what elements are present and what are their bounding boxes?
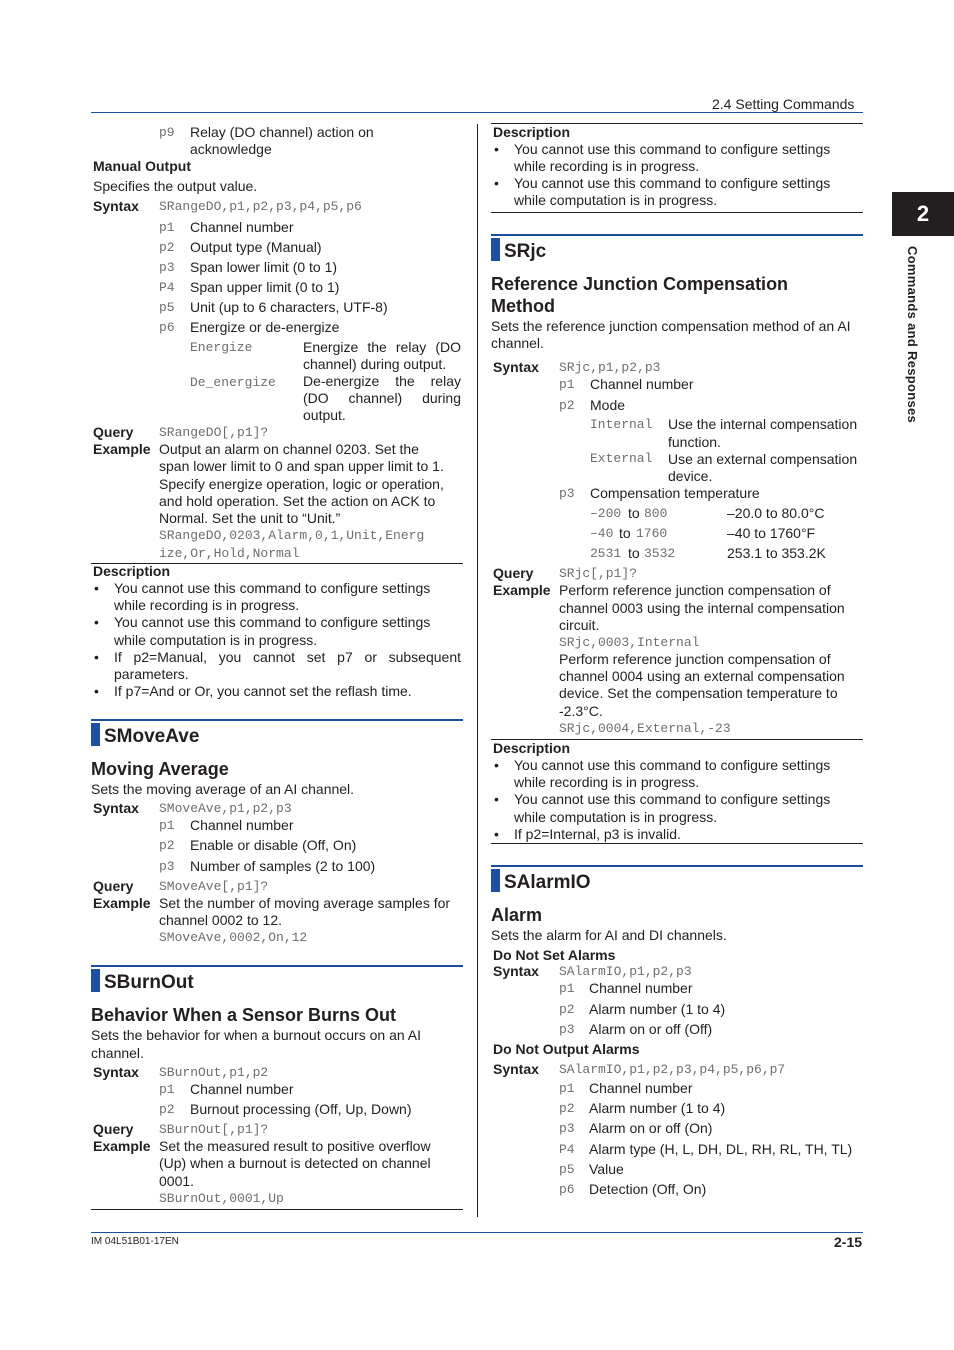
example-text: Perform reference junction compensation of bbox=[559, 582, 831, 598]
range-text: 253.1 to 353.2K bbox=[727, 545, 826, 561]
description-text: channel. bbox=[491, 335, 544, 351]
param-text: Energize or de-energize bbox=[190, 319, 340, 335]
example-text: and hold operation. Set the action on ACK to bbox=[159, 493, 436, 509]
bullet: • bbox=[94, 649, 99, 665]
param-code: p1 bbox=[559, 377, 575, 392]
command-heading-sburnout: SBurnOut bbox=[104, 972, 194, 993]
param-text: Channel number bbox=[190, 817, 294, 833]
description-item: while computation is in progress. bbox=[114, 632, 318, 648]
command-heading-smoveave: SMoveAve bbox=[104, 726, 200, 747]
description-text: Specifies the output value. bbox=[93, 178, 258, 194]
example-code: SRjc,0003,Internal bbox=[559, 635, 700, 650]
example-text: Specify energize operation, logic or operation, bbox=[159, 476, 444, 492]
running-header: 2.4 Setting Commands bbox=[712, 96, 855, 112]
description-item: while computation is in progress. bbox=[514, 809, 718, 825]
example-text: channel 0003 using the internal compensation bbox=[559, 600, 845, 616]
subheading: Do Not Set Alarms bbox=[493, 947, 616, 963]
param-text: Mode bbox=[590, 397, 626, 413]
syntax-label: Syntax bbox=[93, 1064, 139, 1080]
command-heading-srjc: SRjc bbox=[504, 241, 547, 262]
param-text: Channel number bbox=[190, 1081, 294, 1097]
param-code: p9 bbox=[159, 125, 175, 140]
section-marker bbox=[91, 969, 100, 992]
example-code: SMoveAve,0002,On,12 bbox=[159, 930, 308, 945]
bullet: • bbox=[94, 614, 99, 630]
syntax-label: Syntax bbox=[93, 198, 139, 214]
example-text: (Up) when a burnout is detected on channel bbox=[159, 1155, 431, 1171]
bullet: • bbox=[494, 757, 499, 773]
param-code: p3 bbox=[559, 486, 575, 501]
example-code: SRjc,0004,External,-23 bbox=[559, 721, 731, 736]
chapter-tab: 2 bbox=[892, 192, 954, 236]
range-high: 3532 bbox=[644, 546, 676, 561]
syntax-label: Syntax bbox=[493, 963, 539, 979]
description-text: channel. bbox=[91, 1045, 144, 1061]
syntax-code: SRangeDO,p1,p2,p3,p4,p5,p6 bbox=[159, 199, 362, 214]
option-text: output. bbox=[303, 407, 346, 423]
param-code: p3 bbox=[559, 1022, 575, 1037]
section-rule bbox=[91, 965, 463, 967]
param-text: Alarm number (1 to 4) bbox=[589, 1100, 726, 1116]
rule bbox=[91, 1209, 463, 1210]
range-high: 1760 bbox=[636, 526, 668, 541]
example-label: Example bbox=[493, 582, 551, 598]
query-label: Query bbox=[493, 565, 534, 581]
option-code: External bbox=[590, 451, 653, 466]
option-text: Energize the relay (DO bbox=[303, 339, 461, 355]
param-text: Unit (up to 6 characters, UTF-8) bbox=[190, 299, 388, 315]
section-rule bbox=[91, 719, 463, 721]
option-code: Energize bbox=[190, 340, 253, 355]
param-text: acknowledge bbox=[190, 141, 272, 157]
section-title: Moving Average bbox=[91, 759, 229, 779]
param-text: Alarm number (1 to 4) bbox=[589, 1001, 726, 1017]
param-text: Channel number bbox=[190, 219, 294, 235]
query-code: SMoveAve[,p1]? bbox=[159, 879, 269, 894]
param-text: Burnout processing (Off, Up, Down) bbox=[190, 1101, 412, 1117]
example-text: device. Set the compensation temperature to bbox=[559, 685, 838, 701]
syntax-code: SMoveAve,p1,p2,p3 bbox=[159, 801, 292, 816]
option-text: Use an external compensation bbox=[668, 451, 858, 467]
option-text: Use the internal compensation bbox=[668, 416, 858, 432]
section-title: Alarm bbox=[491, 905, 543, 925]
option-text: function. bbox=[668, 434, 721, 450]
example-code: ize,Or,Hold,Normal bbox=[159, 546, 300, 561]
query-label: Query bbox=[93, 878, 134, 894]
bullet: • bbox=[494, 141, 499, 157]
example-label: Example bbox=[93, 1138, 151, 1154]
range-low: –200 bbox=[590, 506, 622, 521]
param-text: Span lower limit (0 to 1) bbox=[190, 259, 338, 275]
syntax-code: SAlarmIO,p1,p2,p3 bbox=[559, 964, 692, 979]
param-code: p2 bbox=[559, 1101, 575, 1116]
param-code: p3 bbox=[159, 859, 175, 874]
example-text: circuit. bbox=[559, 617, 600, 633]
example-text: Perform reference junction compensation of bbox=[559, 651, 831, 667]
query-label: Query bbox=[93, 424, 134, 440]
example-text: Set the measured result to positive overflow bbox=[159, 1138, 431, 1154]
query-code: SBurnOut[,p1]? bbox=[159, 1122, 269, 1137]
param-text: Compensation temperature bbox=[590, 485, 760, 501]
param-code: p5 bbox=[559, 1162, 575, 1177]
example-text: Output an alarm on channel 0203. Set the bbox=[159, 441, 419, 457]
description-item: If p2=Manual, you cannot set p7 or subsequent bbox=[114, 649, 461, 665]
chapter-title: Commands and Responses bbox=[905, 246, 920, 424]
param-code: p6 bbox=[159, 320, 175, 335]
description-text: Sets the behavior for when a burnout occurs on an AI bbox=[91, 1027, 421, 1043]
param-code: p6 bbox=[559, 1182, 575, 1197]
footer-rule bbox=[91, 1232, 863, 1233]
param-text: Span upper limit (0 to 1) bbox=[190, 279, 340, 295]
bullet: • bbox=[94, 580, 99, 596]
description-item: You cannot use this command to configure settings bbox=[114, 580, 431, 596]
section-marker bbox=[491, 238, 500, 261]
description-item: If p7=And or Or, you cannot set the reflash time. bbox=[114, 683, 412, 699]
param-text: Detection (Off, On) bbox=[589, 1181, 707, 1197]
param-text: Enable or disable (Off, On) bbox=[190, 837, 357, 853]
param-code: P4 bbox=[559, 1142, 575, 1157]
section-rule bbox=[491, 234, 863, 236]
section-title: Behavior When a Sensor Burns Out bbox=[91, 1005, 397, 1025]
param-code: p2 bbox=[159, 1102, 175, 1117]
param-code: p2 bbox=[159, 240, 175, 255]
description-item: while computation is in progress. bbox=[514, 192, 718, 208]
example-text: Set the number of moving average samples for bbox=[159, 895, 451, 911]
document-id: IM 04L51B01-17EN bbox=[91, 1236, 179, 1247]
range-low: 2531 bbox=[590, 546, 622, 561]
param-text: Channel number bbox=[590, 376, 694, 392]
param-code: p3 bbox=[559, 1121, 575, 1136]
range-to: to bbox=[619, 525, 631, 541]
param-code: p1 bbox=[159, 818, 175, 833]
description-item: while recording is in progress. bbox=[514, 774, 700, 790]
param-code: p2 bbox=[559, 398, 575, 413]
example-code: SRangeDO,0203,Alarm,0,1,Unit,Energ bbox=[159, 528, 425, 543]
command-heading-salarmio: SAlarmIO bbox=[504, 872, 591, 893]
param-text: Channel number bbox=[589, 980, 693, 996]
range-low: –40 bbox=[590, 526, 614, 541]
description-text: Sets the reference junction compensation method of an AI bbox=[491, 318, 851, 334]
option-text: (DO channel) during bbox=[303, 390, 461, 406]
syntax-code: SAlarmIO,p1,p2,p3,p4,p5,p6,p7 bbox=[559, 1062, 786, 1077]
description-label: Description bbox=[493, 124, 571, 140]
section-title: Method bbox=[491, 296, 555, 316]
subheading: Do Not Output Alarms bbox=[493, 1041, 640, 1057]
param-text: Alarm type (H, L, DH, DL, RH, RL, TH, TL) bbox=[589, 1141, 853, 1157]
section-marker bbox=[491, 869, 500, 892]
example-text: -2.3°C. bbox=[559, 703, 603, 719]
description-item: If p2=Internal, p3 is invalid. bbox=[514, 826, 681, 842]
description-label: Description bbox=[493, 740, 571, 756]
option-text: De-energize the relay bbox=[303, 373, 461, 389]
column-divider bbox=[477, 124, 478, 1217]
query-code: SRjc[,p1]? bbox=[559, 566, 638, 581]
syntax-code: SRjc,p1,p2,p3 bbox=[559, 360, 661, 375]
description-item: parameters. bbox=[114, 666, 189, 682]
example-text: 0001. bbox=[159, 1173, 195, 1189]
bullet: • bbox=[494, 791, 499, 807]
param-code: p1 bbox=[159, 220, 175, 235]
option-code: Internal bbox=[590, 417, 653, 432]
description-label: Description bbox=[93, 563, 171, 579]
section-title: Reference Junction Compensation bbox=[491, 274, 789, 294]
description-item: You cannot use this command to configure settings bbox=[514, 791, 831, 807]
description-item: You cannot use this command to configure settings bbox=[514, 757, 831, 773]
option-text: channel) during output. bbox=[303, 356, 447, 372]
header-rule bbox=[91, 112, 863, 113]
syntax-code: SBurnOut,p1,p2 bbox=[159, 1065, 269, 1080]
bullet: • bbox=[494, 175, 499, 191]
description-item: while recording is in progress. bbox=[114, 597, 300, 613]
description-text: Sets the moving average of an AI channel. bbox=[91, 781, 355, 797]
example-text: channel 0004 using an external compensation bbox=[559, 668, 845, 684]
range-to: to bbox=[628, 545, 640, 561]
param-text: Value bbox=[589, 1161, 624, 1177]
param-text: Relay (DO channel) action on bbox=[190, 124, 374, 140]
param-code: P4 bbox=[159, 280, 175, 295]
param-text: Channel number bbox=[589, 1080, 693, 1096]
range-text: –40 to 1760°F bbox=[727, 525, 816, 541]
query-label: Query bbox=[93, 1121, 134, 1137]
query-code: SRangeDO[,p1]? bbox=[159, 425, 269, 440]
bullet: • bbox=[94, 683, 99, 699]
section-rule bbox=[491, 865, 863, 867]
description-item: You cannot use this command to configure settings bbox=[514, 141, 831, 157]
description-item: while recording is in progress. bbox=[514, 158, 700, 174]
bullet: • bbox=[494, 826, 499, 842]
param-code: p2 bbox=[559, 1002, 575, 1017]
example-text: Normal. Set the unit to “Unit.” bbox=[159, 510, 341, 526]
syntax-label: Syntax bbox=[493, 1061, 539, 1077]
param-text: Alarm on or off (Off) bbox=[589, 1021, 713, 1037]
rule bbox=[491, 212, 863, 213]
syntax-label: Syntax bbox=[93, 800, 139, 816]
param-code: p1 bbox=[559, 981, 575, 996]
rule bbox=[491, 843, 863, 844]
param-text: Number of samples (2 to 100) bbox=[190, 858, 376, 874]
example-label: Example bbox=[93, 895, 151, 911]
example-text: span lower limit to 0 and span upper limit to 1. bbox=[159, 458, 444, 474]
example-label: Example bbox=[93, 441, 151, 457]
description-text: Sets the alarm for AI and DI channels. bbox=[491, 927, 727, 943]
option-code: De_energize bbox=[190, 375, 276, 390]
range-to: to bbox=[628, 505, 640, 521]
section-marker bbox=[91, 723, 100, 746]
page-number: 2-15 bbox=[834, 1234, 863, 1250]
description-item: You cannot use this command to configure settings bbox=[514, 175, 831, 191]
range-text: –20.0 to 80.0°C bbox=[727, 505, 825, 521]
example-text: channel 0002 to 12. bbox=[159, 912, 282, 928]
example-code: SBurnOut,0001,Up bbox=[159, 1191, 284, 1206]
param-code: p2 bbox=[159, 838, 175, 853]
param-code: p5 bbox=[159, 300, 175, 315]
param-code: p1 bbox=[159, 1082, 175, 1097]
description-item: You cannot use this command to configure settings bbox=[114, 614, 431, 630]
subheading-manual-output: Manual Output bbox=[93, 158, 191, 174]
param-code: p1 bbox=[559, 1081, 575, 1096]
param-code: p3 bbox=[159, 260, 175, 275]
option-text: device. bbox=[668, 468, 713, 484]
range-high: 800 bbox=[644, 506, 668, 521]
param-text: Alarm on or off (On) bbox=[589, 1120, 713, 1136]
param-text: Output type (Manual) bbox=[190, 239, 322, 255]
syntax-label: Syntax bbox=[493, 359, 539, 375]
